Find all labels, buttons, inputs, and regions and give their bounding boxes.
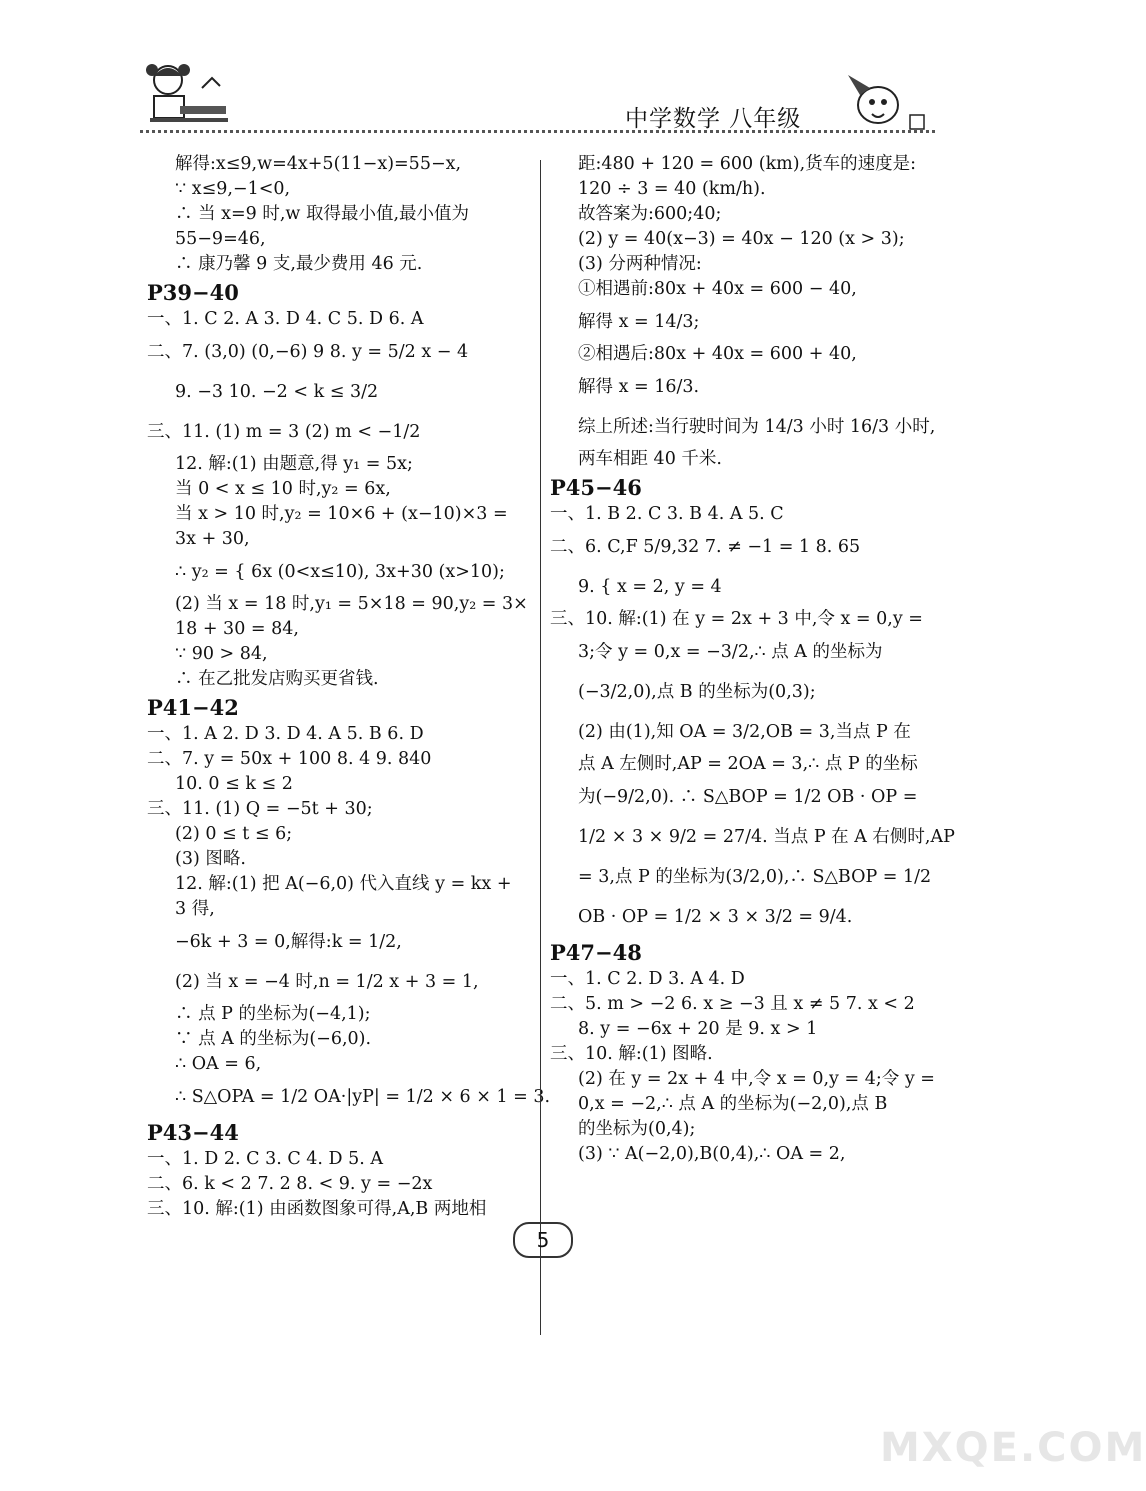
header-title: 中学数学 八年级	[625, 106, 802, 132]
text-line: 12. 解:(1) 由题意,得 y₁ = 5x;	[175, 454, 413, 474]
text-line: (2) 当 x = 18 时,y₁ = 5×18 = 90,y₂ = 3×	[175, 594, 528, 614]
right-column	[550, 152, 955, 1167]
girl-reading-illustration	[140, 58, 230, 138]
text-line: 55−9=46,	[175, 229, 266, 249]
text-line: 一、1. B 2. C 3. B 4. A 5. C	[550, 504, 784, 524]
text-line: 为(−9/2,0). ∴ S△BOP = 1/2 OB · OP =	[578, 787, 918, 807]
text-line: (2) 由(1),知 OA = 3/2,OB = 3,当点 P 在	[578, 722, 911, 742]
text-line: 点 A 左侧时,AP = 2OA = 3,∴ 点 P 的坐标	[578, 754, 918, 774]
text-line: 一、1. D 2. C 3. C 4. D 5. A	[147, 1149, 384, 1169]
text-line: ∴ 点 P 的坐标为(−4,1);	[175, 1004, 371, 1024]
text-line: 120 ÷ 3 = 40 (km/h).	[578, 179, 766, 199]
section-heading: P47−48	[550, 940, 642, 965]
text-line: ②相遇后:80x + 40x = 600 + 40,	[578, 344, 857, 364]
text-line: (2) 当 x = −4 时,n = 1/2 x + 3 = 1,	[175, 972, 479, 992]
text-line: 解得 x = 14/3;	[578, 312, 700, 332]
text-line: 12. 解:(1) 把 A(−6,0) 代入直线 y = kx +	[175, 874, 512, 894]
section-heading: P39−40	[147, 280, 239, 305]
text-line: (−3/2,0),点 B 的坐标为(0,3);	[578, 682, 816, 702]
text-line: 10. 0 ≤ k ≤ 2	[175, 774, 293, 794]
text-line: 综上所述:当行驶时间为 14/3 小时 16/3 小时,	[578, 417, 936, 437]
text-line: (2) 在 y = 2x + 4 中,令 x = 0,y = 4;令 y =	[578, 1069, 935, 1089]
text-line: ∵ x≤9,−1<0,	[175, 179, 291, 199]
text-line: 0,x = −2,∴ 点 A 的坐标为(−2,0),点 B	[578, 1094, 888, 1114]
text-line: 一、1. C 2. D 3. A 4. D	[550, 969, 745, 989]
text-line: 三、10. 解:(1) 由函数图象可得,A,B 两地相	[147, 1199, 487, 1219]
text-line: 二、7. y = 50x + 100 8. 4 9. 840	[147, 749, 432, 769]
text-line: 9. { x = 2, y = 4	[578, 577, 722, 597]
text-line: 距:480 + 120 = 600 (km),货车的速度是:	[578, 154, 917, 174]
header-divider	[140, 130, 935, 133]
text-line: 3x + 30,	[175, 529, 250, 549]
text-line: ∴ S△OPA = 1/2 OA·|yP| = 1/2 × 6 × 1 = 3.	[175, 1087, 551, 1107]
text-line: OB · OP = 1/2 × 3 × 3/2 = 9/4.	[578, 907, 853, 927]
text-line: 两车相距 40 千米.	[578, 449, 722, 469]
text-line: ∵ 90 > 84,	[175, 644, 268, 664]
section-heading: P41−42	[147, 695, 239, 720]
section-heading: P43−44	[147, 1120, 239, 1145]
text-line: 一、1. A 2. D 3. D 4. A 5. B 6. D	[147, 724, 424, 744]
text-line: 9. −3 10. −2 < k ≤ 3/2	[175, 382, 379, 402]
watermark: MXQE.COM	[880, 1425, 1146, 1471]
text-line: 解得 x = 16/3.	[578, 377, 700, 397]
text-line: 三、10. 解:(1) 图略.	[550, 1044, 713, 1064]
text-line: ∵ 点 A 的坐标为(−6,0).	[175, 1029, 372, 1049]
text-line: ∴ 在乙批发店购买更省钱.	[175, 669, 379, 689]
text-line: 解得:x≤9,w=4x+5(11−x)=55−x,	[175, 154, 462, 174]
text-line: 的坐标为(0,4);	[578, 1119, 696, 1139]
section-heading: P45−46	[550, 475, 642, 500]
text-line: 二、6. C,F 5/9,32 7. ≠ −1 = 1 8. 65	[550, 537, 861, 557]
page-number: 5	[513, 1222, 573, 1258]
text-line: 1/2 × 3 × 9/2 = 27/4. 当点 P 在 A 右侧时,AP	[578, 827, 955, 847]
text-line: 18 + 30 = 84,	[175, 619, 299, 639]
text-line: 故答案为:600;40;	[578, 204, 722, 224]
text-line: 当 x > 10 时,y₂ = 10×6 + (x−10)×3 =	[175, 504, 508, 524]
text-line: 二、5. m > −2 6. x ≥ −3 且 x ≠ 5 7. x < 2	[550, 994, 915, 1014]
text-line: 三、11. (1) Q = −5t + 30;	[147, 799, 373, 819]
text-line: = 3,点 P 的坐标为(3/2,0),∴ S△BOP = 1/2	[578, 867, 932, 887]
text-line: 三、11. (1) m = 3 (2) m < −1/2	[147, 422, 421, 442]
text-line: ①相遇前:80x + 40x = 600 − 40,	[578, 279, 857, 299]
text-line: (2) 0 ≤ t ≤ 6;	[175, 824, 293, 844]
text-line: 二、6. k < 2 7. 2 8. < 9. y = −2x	[147, 1174, 433, 1194]
column-divider	[540, 160, 541, 1335]
text-line: −6k + 3 = 0,解得:k = 1/2,	[175, 932, 402, 952]
text-line: 3 得,	[175, 899, 215, 919]
text-line: 当 0 < x ≤ 10 时,y₂ = 6x,	[175, 479, 391, 499]
text-line: (3) 图略.	[175, 849, 246, 869]
text-line: 二、7. (3,0) (0,−6) 9 8. y = 5/2 x − 4	[147, 342, 469, 362]
text-line: 3;令 y = 0,x = −3/2,∴ 点 A 的坐标为	[578, 642, 883, 662]
text-line: ∴ OA = 6,	[175, 1054, 262, 1074]
left-column	[147, 152, 551, 1222]
text-line: (3) ∵ A(−2,0),B(0,4),∴ OA = 2,	[578, 1144, 846, 1164]
text-line: (3) 分两种情况:	[578, 254, 702, 274]
text-line: (2) y = 40(x−3) = 40x − 120 (x > 3);	[578, 229, 905, 249]
text-line: ∴ 康乃馨 9 支,最少费用 46 元.	[175, 254, 423, 274]
text-line: ∴ 当 x=9 时,w 取得最小值,最小值为	[175, 204, 470, 224]
text-line: 一、1. C 2. A 3. D 4. C 5. D 6. A	[147, 309, 424, 329]
text-line: 三、10. 解:(1) 在 y = 2x + 3 中,令 x = 0,y =	[550, 609, 923, 629]
text-line: 8. y = −6x + 20 是 9. x > 1	[578, 1019, 818, 1039]
text-line: ∴ y₂ = { 6x (0<x≤10), 3x+30 (x>10);	[175, 562, 505, 582]
dog-mascot-illustration	[838, 70, 928, 135]
